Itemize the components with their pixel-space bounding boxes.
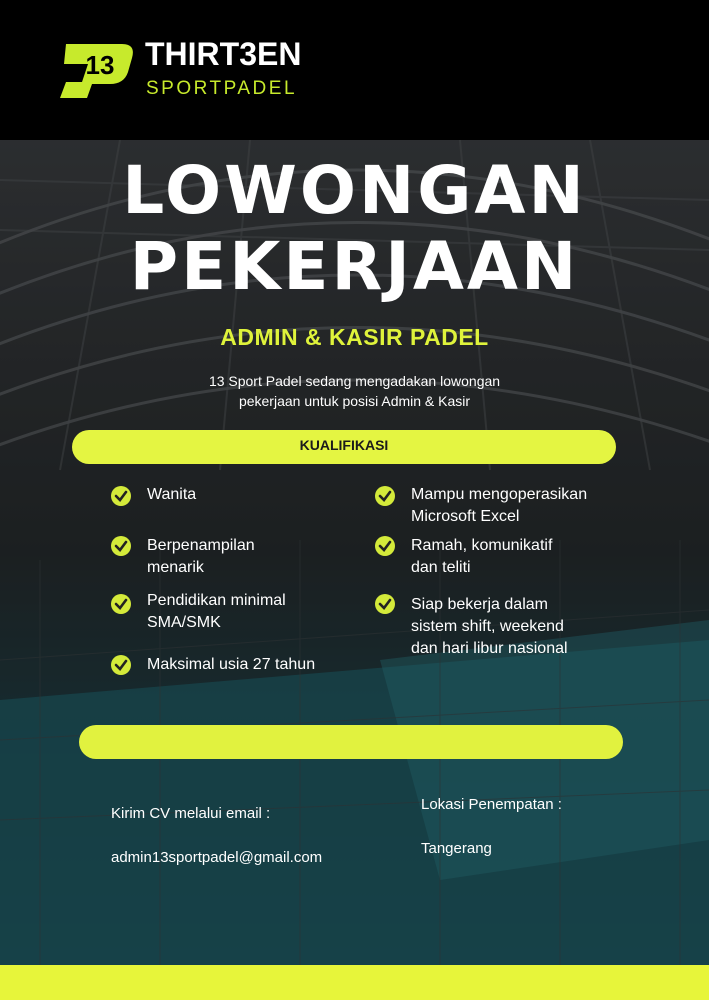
location-value: Tangerang (421, 840, 492, 857)
footer-bar (0, 965, 709, 1000)
brand-name: THIRT3EN (145, 36, 302, 72)
header-bar (0, 0, 709, 140)
contact-banner (79, 725, 623, 759)
check-icon (375, 536, 395, 556)
qualification-item: Siap bekerja dalam sistem shift, weekend dan hari libur nasional (411, 596, 568, 657)
qualification-item: Ramah, komunikatif dan teliti (411, 537, 553, 576)
brand-logo-icon (52, 40, 136, 102)
description-line-1: 13 Sport Padel sedang mengadakan lowongan (208, 373, 501, 389)
qualifications-heading: KUALIFIKASI (299, 437, 389, 453)
brand-tagline: SPORTPADEL (146, 78, 298, 99)
position-title: ADMIN & KASIR PADEL (220, 324, 489, 350)
location-label: Lokasi Penempatan : (421, 796, 562, 813)
cv-label: Kirim CV melalui email : (111, 805, 271, 822)
headline-line-2: PEKERJAAN (129, 228, 580, 305)
check-icon (111, 594, 131, 614)
qualification-item: Berpenampilan menarik (147, 537, 255, 576)
check-icon (375, 594, 395, 614)
email-link[interactable]: admin13sportpadel@gmail.com (111, 849, 323, 866)
qualification-item: Pendidikan minimal SMA/SMK (147, 592, 286, 631)
qualification-item: Maksimal usia 27 tahun (147, 656, 316, 673)
qualification-item: Mampu mengoperasikan Microsoft Excel (411, 486, 588, 525)
description-line-2: pekerjaan untuk posisi Admin & Kasir (238, 393, 471, 409)
check-icon (375, 486, 395, 506)
headline-line-1: LOWONGAN (122, 152, 587, 229)
qualification-item: Wanita (147, 486, 197, 503)
check-icon (111, 536, 131, 556)
logo-glyph: 13 (85, 50, 115, 80)
check-icon (111, 486, 131, 506)
check-icon (111, 655, 131, 675)
